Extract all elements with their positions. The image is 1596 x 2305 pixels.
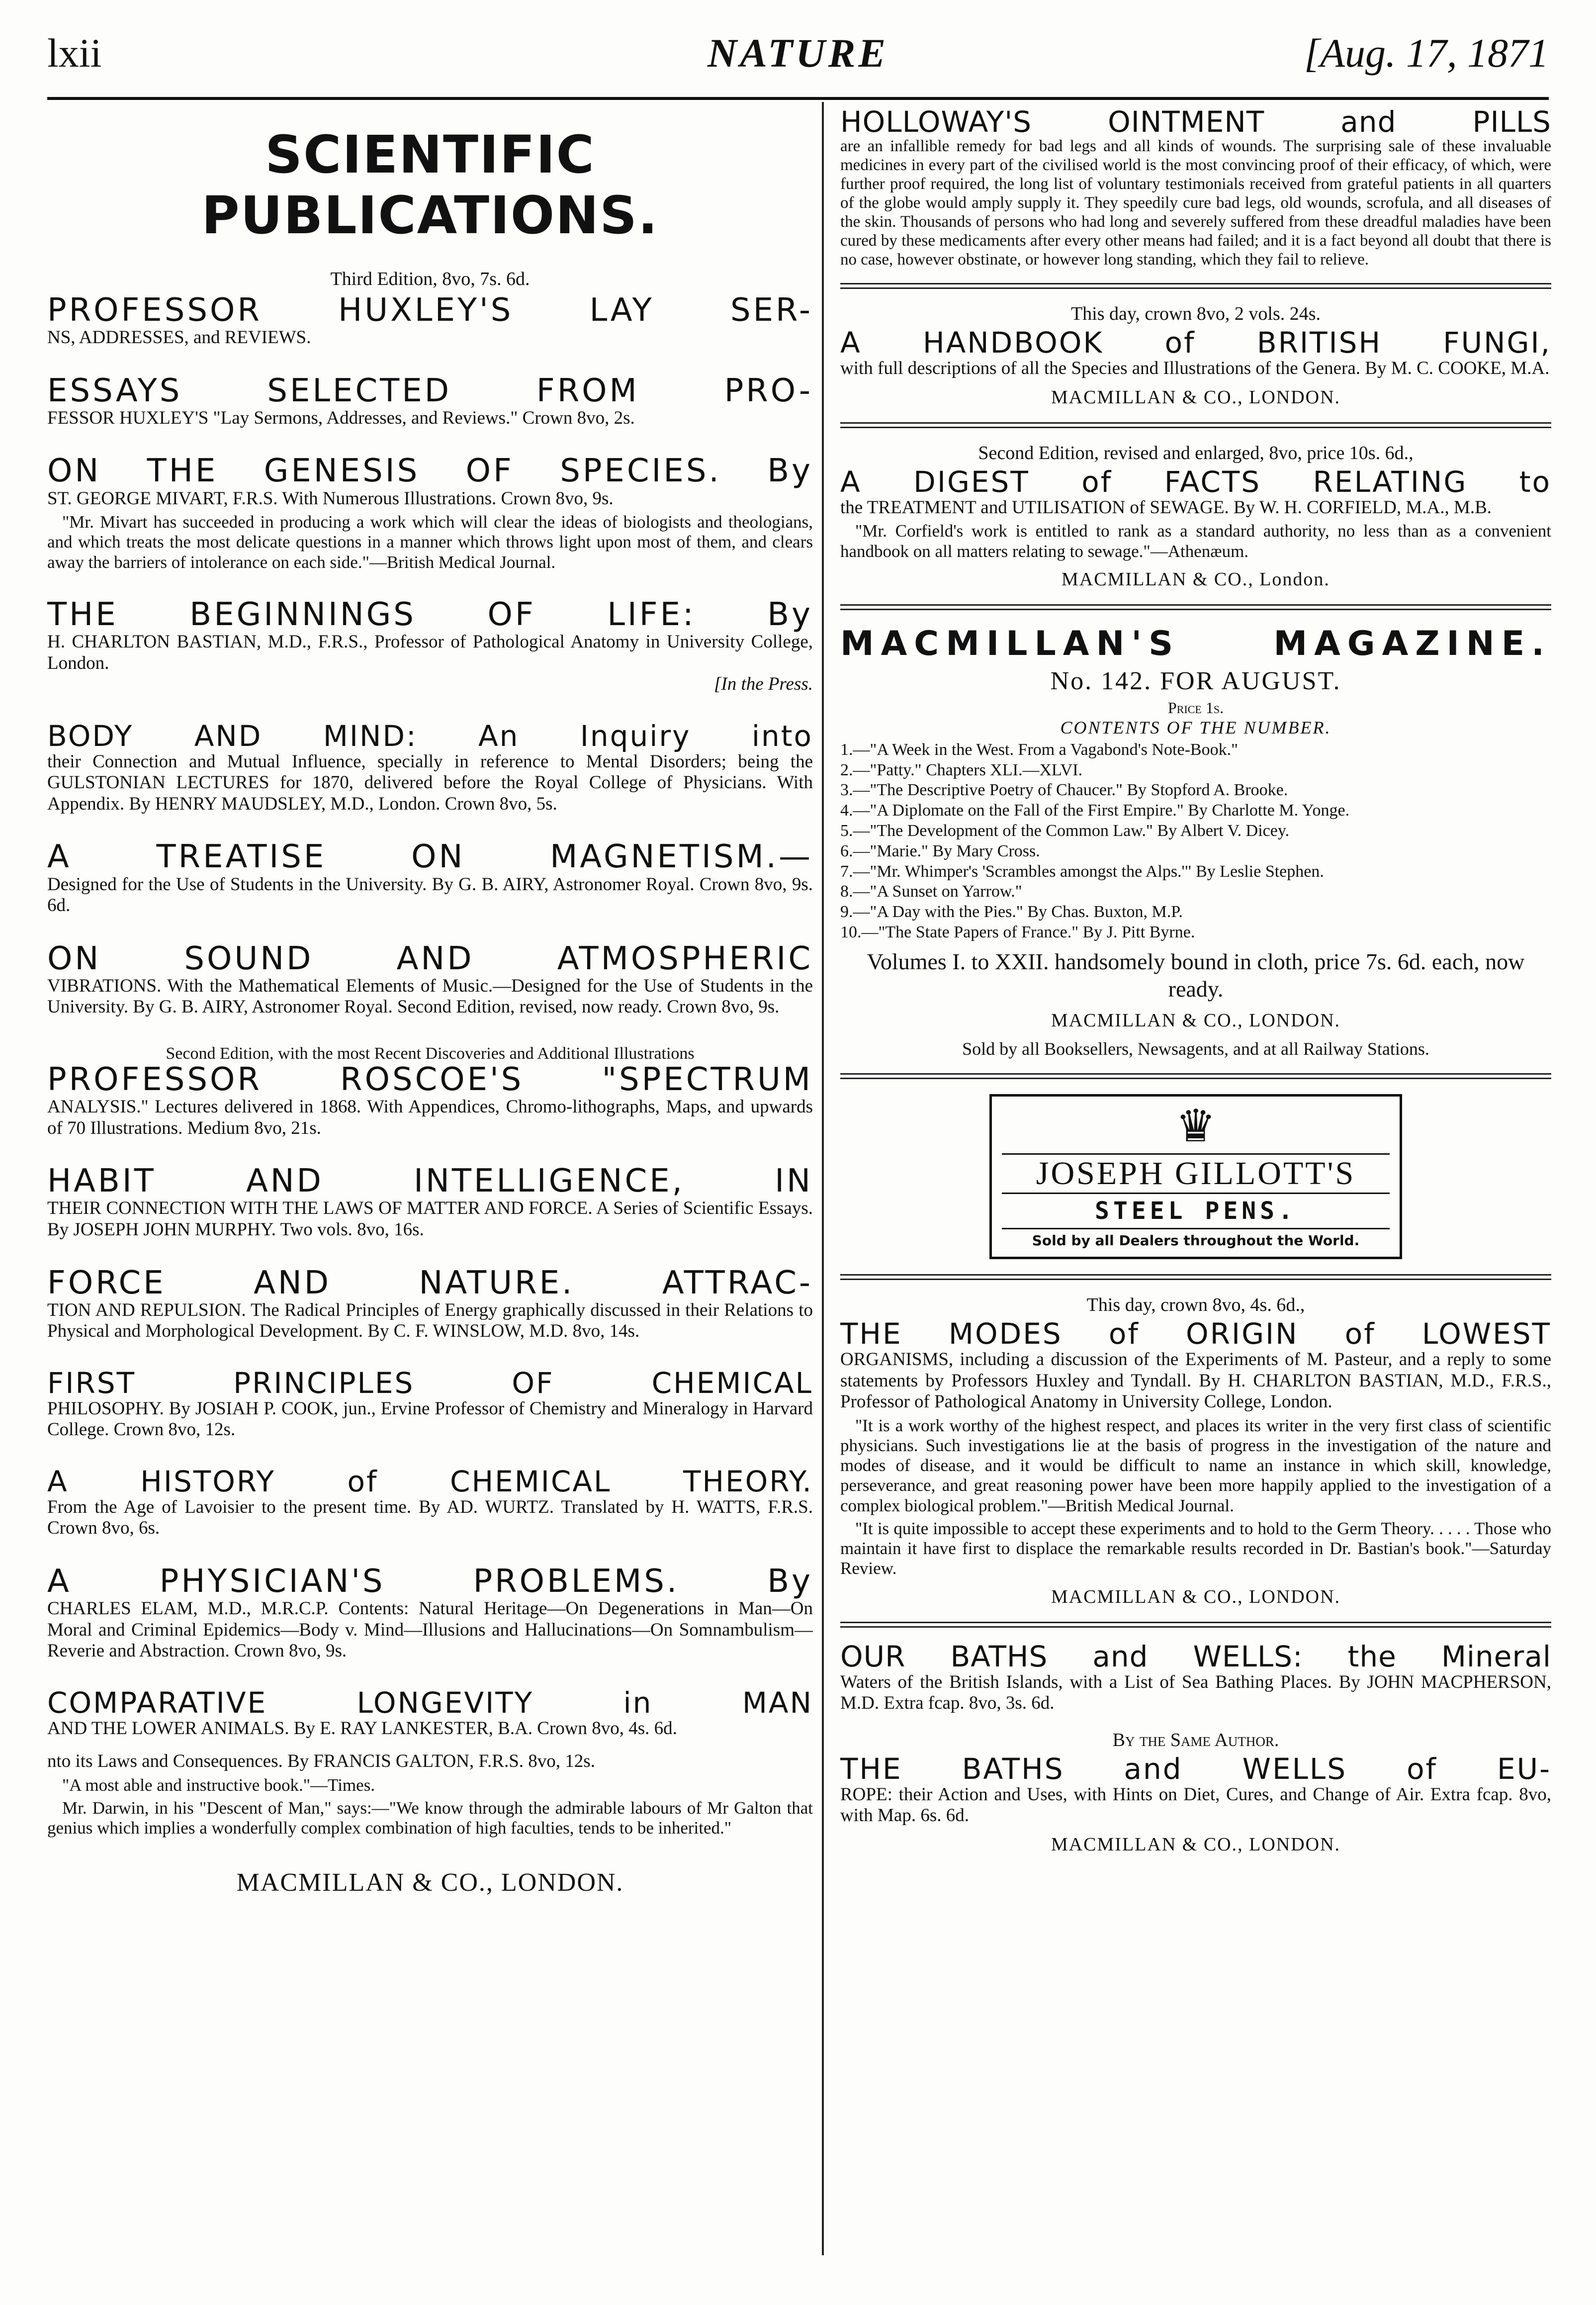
ad-title: FORCE AND NATURE. ATTRAC-	[47, 1264, 813, 1301]
ad-huxley-essays	[47, 374, 813, 429]
ad-title: ESSAYS SELECTED FROM PRO-	[47, 372, 813, 409]
ad-edition: Third Edition, 8vo, 7s. 6d.	[330, 269, 530, 289]
ad-review-quote: "It is a work worthy of the highest respect, and places its writer in the very first class of scientific physicians. Such investigations lie at the basis of progress in the investigation of the nature and modes of disease, and it would be difficult to name an instance in which skill, knowledge, perseverance, and great reasoning power have been more happily applied to the investigation of a complex biological problem."—British Medical Journal.	[840, 1415, 1551, 1515]
publisher-imprint: MACMILLAN & CO., LONDON.	[1051, 1010, 1341, 1031]
publisher-imprint: MACMILLAN & CO., LONDON.	[236, 1868, 624, 1897]
ad-title: FIRST PRINCIPLES OF CHEMICAL	[47, 1366, 813, 1400]
list-item: 10.—"The State Papers of France." By J. Pitt Byrne.	[840, 923, 1195, 941]
ad-title: HABIT AND INTELLIGENCE, IN	[47, 1163, 813, 1200]
ad-title: THE MODES of ORIGIN of LOWEST	[840, 1317, 1551, 1351]
ad-huxley-lay-sermons	[47, 268, 813, 349]
ad-title: OUR BATHS and WELLS: the Mineral	[840, 1639, 1551, 1673]
ad-body: VIBRATIONS. With the Mathematical Elements of Music.—Designed for the Use of Students in the University. By G. B. AIRY, Astronomer Royal. Second Edition, revised, now ready. Crown 8vo, 9s.	[47, 975, 813, 1017]
ad-title: COMPARATIVE LONGEVITY in MAN	[47, 1685, 813, 1720]
ad-body-and-mind	[47, 721, 813, 815]
list-item: 8.—"A Sunset on Yarrow."	[840, 882, 1022, 901]
ad-british-fungi	[840, 303, 1551, 408]
ad-subtitle: STEEL PENS.	[1095, 1197, 1297, 1225]
ad-review-quote: "It is quite impossible to accept these experiments and to hold to the Germ Theory. . . . . Those who maintain it have first to displace the remarkable results recorded in Dr. Bastian's book."—Saturday Review.	[840, 1518, 1551, 1578]
ad-title: ON THE GENESIS OF SPECIES. By	[47, 453, 813, 490]
ad-physicians-problems	[47, 1565, 813, 1662]
ad-review-quote: "Mr. Corfield's work is entitled to rank as a standard authority, no less than as a convenient handbook on all matters relating to sewage."—Athenæum.	[840, 521, 1551, 561]
ad-gillott-pens	[989, 1094, 1402, 1259]
divider	[840, 1073, 1551, 1079]
ad-digest-of-facts	[840, 442, 1551, 590]
ad-review-quote: "Mr. Mivart has succeeded in producing a work which will clear the ideas of biologists and theologians, and which treats the most delicate questions in a manner which throws light upon most of them, and clears away the barriers of intolerance on each side."—British Medical Journal.	[47, 512, 813, 572]
section-title: SCIENTIFIC PUBLICATIONS.	[201, 124, 659, 246]
ad-edition: This day, crown 8vo, 2 vols. 24s.	[1070, 303, 1321, 325]
ad-body: their Connection and Mutual Influence, specially in reference to Mental Disorders; being the GULSTONIAN LECTURES for 1870, delivered before the Royal College of Physicians. With Appendix. By HENRY MAUDSLEY, M.D., London. Crown 8vo, 5s.	[47, 751, 813, 814]
right-column	[840, 107, 1551, 2285]
ad-baths-of-europe	[840, 1729, 1551, 1855]
ad-title: JOSEPH GILLOTT'S	[1002, 1153, 1390, 1194]
divider	[840, 1274, 1551, 1280]
list-item: 6.—"Marie." By Mary Cross.	[840, 841, 1040, 860]
ad-habit-and-intelligence	[47, 1165, 813, 1240]
publisher-imprint: MACMILLAN & CO., LONDON.	[1051, 1586, 1341, 1607]
ad-force-and-nature	[47, 1264, 813, 1342]
ad-history-chemical-theory	[47, 1464, 813, 1539]
ad-title: A PHYSICIAN'S PROBLEMS. By	[47, 1563, 813, 1600]
ad-title: A HISTORY of CHEMICAL THEORY.	[47, 1464, 813, 1498]
magazine-sold-note: Sold by all Booksellers, Newsagents, and at all Railway Stations.	[962, 1039, 1429, 1059]
ad-body: AND THE LOWER ANIMALS. By E. RAY LANKESTER, B.A. Crown 8vo, 4s. 6d.	[47, 1718, 677, 1739]
list-item: 7.—"Mr. Whimper's 'Scrambles amongst the Alps.'" By Leslie Stephen.	[840, 862, 1324, 881]
magazine-price: Price 1s.	[1167, 698, 1224, 717]
contents-list	[840, 740, 1551, 943]
list-item: 4.—"A Diplomate on the Fall of the First Empire." By Charlotte M. Yonge.	[840, 801, 1350, 820]
ad-title: HOLLOWAY'S OINTMENT and PILLS	[840, 107, 1551, 139]
running-head	[47, 30, 1549, 90]
list-item: 3.—"The Descriptive Poetry of Chaucer." By Stopford A. Brooke.	[840, 781, 1288, 800]
divider	[840, 422, 1551, 428]
ad-title: THE BATHS and WELLS of EU-	[840, 1752, 1551, 1786]
journal-title: NATURE	[707, 30, 889, 76]
column-divider	[822, 102, 824, 2255]
ad-title: A TREATISE ON MAGNETISM.—	[47, 838, 813, 876]
ad-title: PROFESSOR HUXLEY'S LAY SER-	[47, 292, 813, 329]
ad-comparative-longevity	[47, 1685, 813, 1739]
ad-review-quote: "A most able and instructive book."—Times.	[62, 1775, 375, 1795]
ad-modes-of-origin	[840, 1294, 1551, 1608]
ad-holloways-ointment	[840, 107, 1551, 269]
ad-edition: Second Edition, revised and enlarged, 8vo, price 10s. 6d.,	[978, 442, 1414, 463]
publisher-imprint: MACMILLAN & CO., London.	[1062, 568, 1330, 590]
ad-body: NS, ADDRESSES, and REVIEWS.	[47, 327, 311, 348]
ad-title: A DIGEST of FACTS RELATING to	[840, 464, 1551, 499]
ad-our-baths-and-wells	[840, 1639, 1551, 1714]
ad-by-line: By the Same Author.	[1112, 1729, 1279, 1751]
ad-title: A HANDBOOK of BRITISH FUNGI,	[840, 326, 1551, 360]
ad-body: From the Age of Lavoisier to the present time. By AD. WURTZ. Translated by H. WATTS, F.R.S. Crown 8vo, 6s.	[47, 1496, 813, 1539]
ad-body: are an infallible remedy for bad legs and all kinds of wounds. The surprising sale of these invaluable medicines in every part of the civilised world is the most convincing proof of their efficacy, of which, were further proof required, the long list of voluntary testimonials received from grateful patients in all quarters of the globe would amply supply it. They speedily cure bad legs, old wounds, scrofula, and all diseases of the skin. Thousands of persons who had long and severely suffered from these dreadful maladies have been cured by these medicaments after every other means had failed; and it is a fact beyond all doubt that there is no case, however obstinate, or however long standing, which they fail to relieve.	[840, 137, 1551, 269]
ad-body: Waters of the British Islands, with a List of Sea Bathing Places. By JOHN MACPHERSON, M.D. Extra fcap. 8vo, 3s. 6d.	[840, 1671, 1551, 1714]
ad-body: ORGANISMS, including a discussion of the Experiments of M. Pasteur, and a reply to some statements by Professors Huxley and Tyndall. By H. CHARLTON BASTIAN, M.D., F.R.S., Professor of Pathological Anatomy in University College, London.	[840, 1349, 1551, 1412]
ad-title: BODY AND MIND: An Inquiry into	[47, 719, 813, 753]
page-number: lxii	[47, 30, 102, 76]
ad-body: with full descriptions of all the Species and Illustrations of the Genera. By M. C. COOKE, M.A.	[840, 358, 1550, 379]
ad-body: FESSOR HUXLEY'S "Lay Sermons, Addresses, and Reviews." Crown 8vo, 2s.	[47, 407, 635, 428]
ad-title: PROFESSOR ROSCOE'S "SPECTRUM	[47, 1061, 813, 1098]
issue-date: [Aug. 17, 1871	[1304, 30, 1549, 76]
ad-review-quote: Mr. Darwin, in his "Descent of Man," says:—"We know through the admirable labours of Mr Galton that genius which implies a wonderfully complex combination of high faculties, tends to be inherited."	[47, 1798, 813, 1838]
magazine-issue: No. 142. FOR AUGUST.	[1050, 666, 1341, 695]
ad-title: THE BEGINNINGS OF LIFE: By	[47, 596, 813, 633]
contents-heading: CONTENTS OF THE NUMBER.	[1060, 717, 1331, 738]
ad-body: ANALYSIS." Lectures delivered in 1868. With Appendices, Chromo-lithographs, Maps, and upwards of 70 Illustrations. Medium 8vo, 21s.	[47, 1097, 813, 1138]
list-item: 1.—"A Week in the West. From a Vagabond's Note-Book."	[840, 740, 1238, 759]
ad-chemical-philosophy	[47, 1368, 813, 1441]
ad-body: THEIR CONNECTION WITH THE LAWS OF MATTER AND FORCE. A Series of Scientific Essays. By JOSEPH JOHN MURPHY. Two vols. 8vo, 16s.	[47, 1198, 813, 1240]
ad-sold-note: Sold by all Dealers throughout the World.	[1002, 1228, 1390, 1249]
magazine-title: MACMILLAN'S MAGAZINE.	[840, 624, 1551, 663]
list-item: 9.—"A Day with the Pies." By Chas. Buxton, M.P.	[840, 903, 1183, 922]
list-item: 5.—"The Development of the Common Law." By Albert V. Dicey.	[840, 822, 1290, 840]
ad-edition: This day, crown 8vo, 4s. 6d.,	[1086, 1294, 1305, 1316]
ad-body: ST. GEORGE MIVART, F.R.S. With Numerous Illustrations. Crown 8vo, 9s.	[47, 488, 614, 509]
list-item: 2.—"Patty." Chapters XLI.—XLVI.	[840, 760, 1083, 779]
divider	[840, 283, 1551, 289]
ad-beginnings-of-life	[47, 598, 813, 695]
ad-body: ROPE: their Action and Uses, with Hints on Diet, Cures, and Change of Air. Extra fcap. 8vo, with Map. 6s. 6d.	[840, 1784, 1551, 1826]
header-rule	[47, 97, 1549, 100]
divider	[840, 1622, 1551, 1628]
ad-press-note: [In the Press.	[713, 674, 813, 695]
ad-title: ON SOUND AND ATMOSPHERIC	[47, 940, 813, 977]
ad-body: Designed for the Use of Students in the University. By G. B. AIRY, Astronomer Royal. Crown 8vo, 9s. 6d.	[47, 874, 813, 916]
divider	[840, 604, 1551, 610]
ad-body: H. CHARLTON BASTIAN, M.D., F.R.S., Professor of Pathological Anatomy in University College, London.	[47, 632, 813, 673]
ad-body: the TREATMENT and UTILISATION of SEWAGE. By W. H. CORFIELD, M.A., M.B.	[840, 497, 1492, 518]
ad-genesis-of-species	[47, 455, 813, 572]
ad-macmillans-magazine	[840, 624, 1551, 1059]
ad-body: CHARLES ELAM, M.D., M.R.C.P. Contents: Natural Heritage—On Degenerations in Man—On Moral and Criminal Epidemics—Body v. Mind—Illusions and Hallucinations—On Somnambulism—Reverie and Abstraction. Crown 8vo, 9s.	[47, 1598, 813, 1661]
ad-body: PHILOSOPHY. By JOSIAH P. COOK, jun., Ervine Professor of Chemistry and Mineralogy in Harvard College. Crown 8vo, 12s.	[47, 1398, 813, 1440]
publisher-imprint: MACMILLAN & CO., LONDON.	[1051, 386, 1341, 408]
ad-body: TION AND REPULSION. The Radical Principles of Energy graphically discussed in their Relations to Physical and Morphological Development. By C. F. WINSLOW, M.D. 8vo, 14s.	[47, 1299, 813, 1342]
magazine-volumes: Volumes I. to XXII. handsomely bound in cloth, price 7s. 6d. each, now ready.	[867, 948, 1525, 1002]
ad-galton-hereditary-genius	[47, 1751, 813, 1838]
ad-body: nto its Laws and Consequences. By FRANCIS GALTON, F.R.S. 8vo, 12s.	[47, 1751, 595, 1772]
left-column	[47, 107, 813, 2285]
publisher-imprint: MACMILLAN & CO., LONDON.	[1051, 1834, 1341, 1855]
royal-crest-icon: ♛	[1175, 1102, 1216, 1152]
ad-spectrum-analysis	[47, 1044, 813, 1139]
ad-treatise-on-magnetism	[47, 840, 813, 916]
ad-sound-and-atmospheric	[47, 942, 813, 1018]
ad-edition: Second Edition, with the most Recent Discoveries and Additional Illustrations	[166, 1044, 695, 1063]
